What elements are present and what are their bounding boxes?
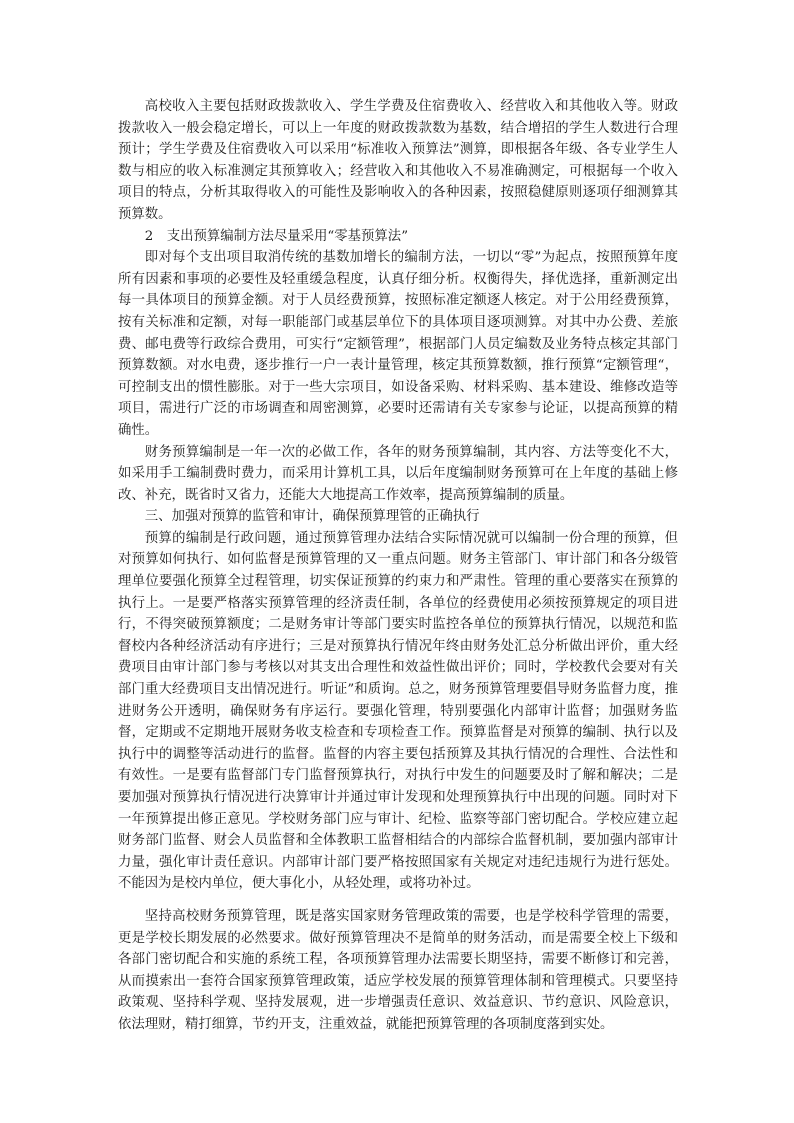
paragraph-computer-tools: 财务预算编制是一年一次的必做工作，各年的财务预算编制，其内容、方法等变化不大，如采用手工编制费时费力，而采用计算机工具，以后年度编制财务预算可在上年度的基础上修改、补充，既省时又省力，还能大大地提高工作效率，提高预算编制的质量。	[118, 444, 678, 503]
paragraph-zero-based-method: 即对每个支出项目取消传统的基数加增长的编制方法，一切以“零”为起点，按照预算年度所有因素和事项的必要性及轻重缓急程度，认真仔细分析。权衡得失，择优选择，重新测定出每一具体项目的预算金额。对于人员经费预算，按照标准定额逐人核定。对于公用经费预算，按有关标准和定额，对每一职能部门或基层单位下的具体项目逐项测算。对其中办公费、差旅费、邮电费等行政综合费用，可实行“定额管理”，根据部门人员定编数及业务特点核定其部门预算数额。对水电费，逐步推行一户一表计量管理，核定其预算数额，推行预算“定额管理“，可控制支出的惯性膨胀。对于一些大宗项目，如设备采购、材料采购、基本建设、维修改造等项目，需进行广泛的市场调查和周密测算，必要时还需请有关专家参与论证，以提高预算的精确性。	[118, 250, 678, 438]
document-body	[118, 96, 678, 1036]
paragraph-conclusion: 坚持高校财务预算管理，既是落实国家财务管理政策的需要，也是学校科学管理的需要，更是学校长期发展的必然要求。做好预算管理决不是简单的财务活动，而是需要全校上下级和各部门密切配合和实施的系统工程，各项预算管理办法需要长期坚持，需要不断修订和完善，从而摸索出一套符合国家预算管理政策，适应学校发展的预算管理体制和管理模式。只要坚持政策观、坚持科学观、坚持发展观，进一步增强责任意识、效益意识、节约意识、风险意识，依法理财，精打细算，节约开支，注重效益，就能把预算管理的各项制度落到实处。	[118, 908, 678, 1032]
heading-supervision-audit: 三、加强对预算的监管和审计，确保预算理管的正确执行	[144, 509, 480, 525]
heading-zero-based-budget: 2 支出预算编制方法尽量采用“零基预算法”	[144, 228, 409, 244]
paragraph-supervision: 预算的编制是行政问题，通过预算管理办法结合实际情况就可以编制一份合理的预算，但对预算如何执行、如何监督是预算管理的又一重点问题。财务主管部门、审计部门和各分级管理单位要强化预算全过程管理，切实保证预算的约束力和严肃性。管理的重心要落实在预算的执行上。一是要严格落实预算管理的经济责任制，各单位的经费使用必须按预算规定的项目进行，不得突破预算额度；二是财务审计等部门要实时监控各单位的预算执行情况，以规范和监督校内各种经济活动有序进行；三是对预算执行情况年终由财务处汇总分析做出评价，重大经费项目由审计部门参与考核以对其支出合理性和效益性做出评价；同时，学校教代会要对有关部门重大经费项目支出情况进行。听证”和质询。总之，财务预算管理要倡导财务监督力度，推进财务公开透明，确保财务有序运行。要强化管理，特别要强化内部审计监督；加强财务监督，定期或不定期地开展财务收支检查和专项检查工作。预算监督是对预算的编制、执行以及执行中的调整等活动进行的监督。监督的内容主要包括预算及其执行情况的合理性、合法性和有效性。一是要有监督部门专门监督预算执行，对执行中发生的问题要及时了解和解决；二是要加强对预算执行情况进行决算审计并通过审计发现和处理预算执行中出现的问题。同时对下一年预算提出修正意见。学校财务部门应与审计、纪检、监察等部门密切配合。学校应建立起财务部门监督、财会人员监督和全体教职工监督相结合的内部综合监督机制，要加强内部审计力量，强化审计责任意识。内部审计部门要严格按照国家有关规定对违纪违规行为进行惩处。不能因为是校内单位，便大事化小，从轻处理，或将功补过。	[118, 530, 678, 892]
paragraph-revenue-budget: 高校收入主要包括财政拨款收入、学生学费及住宿费收入、经营收入和其他收入等。财政拨款收入一般会稳定增长，可以上一年度的财政拨款数为基数，结合增招的学生人数进行合理预计；学生学费及住宿费收入可以采用“标准收入预算法”测算，即根据各年级、各专业学生人数与相应的收入标准测定其预算收入；经营收入和其他收入不易准确测定，可根据每一个收入项目的特点，分析其取得收入的可能性及影响收入的各种因素，按照稳健原则逐项仔细测算其预算数。	[118, 99, 678, 222]
